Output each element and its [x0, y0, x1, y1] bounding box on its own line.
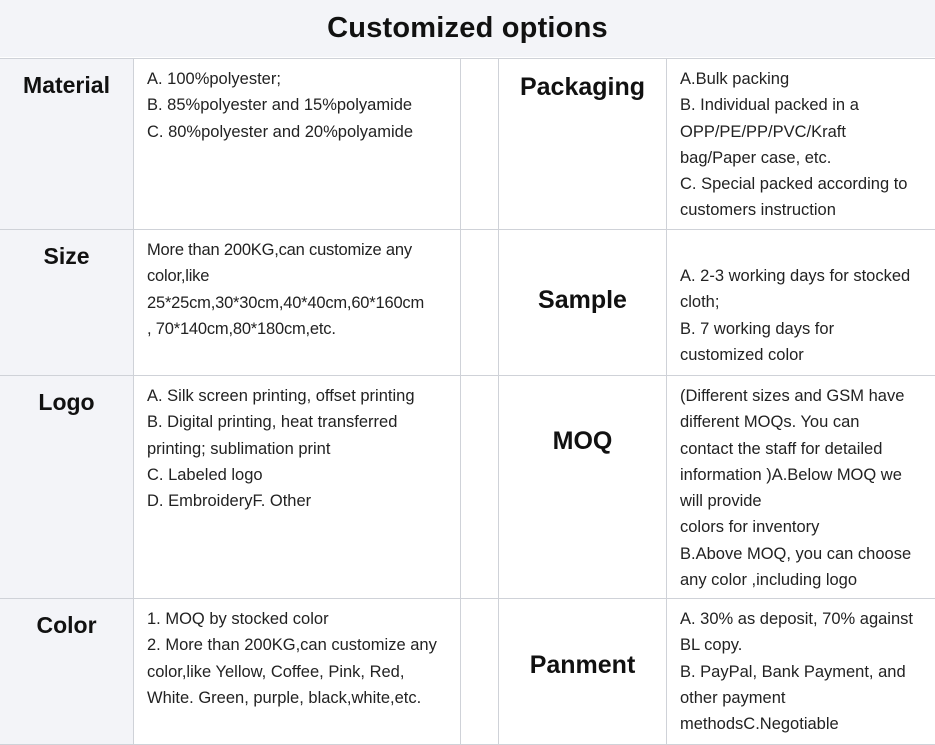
list-item: methodsC.Negotiable: [680, 715, 839, 734]
list-item: customers instruction: [680, 201, 836, 220]
list-item: BL copy.: [680, 636, 743, 655]
list-item: colors for inventory: [680, 518, 820, 537]
list-item: White. Green, purple, black,white,etc.: [147, 688, 422, 707]
list-item: , 70*140cm,80*180cm,etc.: [147, 319, 336, 338]
content-cell: [667, 599, 935, 744]
logo-options: [147, 383, 452, 514]
content-cell: [134, 599, 461, 744]
spacer-cell: [461, 599, 499, 744]
packaging-options: [680, 66, 927, 224]
options-table: [0, 58, 935, 744]
table-row-color: [0, 599, 935, 745]
list-item: information )A.Below MOQ we: [680, 465, 902, 484]
content-cell: [667, 376, 935, 598]
list-item: C. Labeled logo: [147, 465, 263, 484]
list-item: OPP/PE/PP/PVC/Kraft: [680, 122, 846, 141]
page-title: Customized options: [327, 12, 608, 44]
moq-options: [680, 383, 927, 593]
content-cell: [667, 230, 935, 375]
row-label-material: Material: [23, 72, 110, 98]
label-cell: [0, 376, 134, 598]
title-bar: [0, 0, 935, 57]
list-item: different MOQs. You can: [680, 413, 860, 432]
list-item: color,like Yellow, Coffee, Pink, Red,: [147, 662, 405, 681]
list-item: B.Above MOQ, you can choose: [680, 544, 912, 563]
list-item: A. Silk screen printing, offset printing: [147, 387, 415, 405]
row-label-sample: Sample: [538, 286, 627, 314]
content-cell: [667, 59, 935, 229]
label-cell: [499, 599, 667, 744]
row-label-logo: Logo: [38, 389, 95, 415]
list-item: other payment: [680, 688, 786, 707]
list-item: any color ,including logo: [680, 571, 858, 590]
list-item: 1. MOQ by stocked color: [147, 610, 329, 628]
row-label-payment: Panment: [529, 651, 636, 679]
table-row-logo: [0, 376, 935, 599]
row-label-size: Size: [43, 243, 90, 269]
list-item: 2. More than 200KG,can customize any: [147, 636, 437, 655]
label-cell: [0, 599, 134, 744]
list-item: D. EmbroideryF. Other: [147, 492, 312, 511]
list-item: A.Bulk packing: [680, 70, 790, 88]
list-item: will provide: [680, 492, 762, 511]
row-label-moq: MOQ: [552, 427, 613, 455]
row-label-color: Color: [36, 612, 97, 638]
payment-options: [680, 606, 927, 737]
material-options: [147, 66, 452, 145]
list-item: bag/Paper case, etc.: [680, 148, 832, 167]
color-options: [147, 606, 452, 711]
label-cell: [499, 59, 667, 229]
label-cell: [0, 59, 134, 229]
list-item: printing; sublimation print: [147, 439, 331, 458]
list-item: B. PayPal, Bank Payment, and: [680, 662, 906, 681]
list-item: customized color: [680, 345, 804, 364]
label-cell: [499, 230, 667, 375]
list-item: contact the staff for detailed: [680, 439, 883, 458]
label-cell: [499, 376, 667, 598]
spacer-cell: [461, 59, 499, 229]
list-item: A. 100%polyester;: [147, 70, 281, 88]
content-cell: [134, 59, 461, 229]
spacer-cell: [461, 376, 499, 598]
label-cell: [0, 230, 134, 375]
table-row-size: [0, 230, 935, 376]
list-item: B. Digital printing, heat transferred: [147, 413, 398, 432]
list-item: cloth;: [680, 293, 720, 312]
size-options: [147, 237, 452, 342]
list-item: B. 7 working days for: [680, 319, 835, 338]
table-row-material: [0, 59, 935, 230]
list-item: A. 2-3 working days for stocked: [680, 267, 911, 285]
sample-options: [680, 263, 927, 368]
content-cell: [134, 230, 461, 375]
list-item: (Different sizes and GSM have: [680, 387, 905, 405]
list-item: 25*25cm,30*30cm,40*40cm,60*160cm: [147, 293, 425, 312]
list-item: A. 30% as deposit, 70% against: [680, 610, 913, 628]
list-item: C. Special packed according to: [680, 175, 908, 194]
list-item: color,like: [147, 267, 210, 286]
content-cell: [134, 376, 461, 598]
list-item: More than 200KG,can customize any: [147, 241, 412, 259]
list-item: B. Individual packed in a: [680, 96, 859, 115]
spacer-cell: [461, 230, 499, 375]
row-label-packaging: Packaging: [519, 73, 646, 101]
list-item: C. 80%polyester and 20%polyamide: [147, 122, 413, 141]
list-item: B. 85%polyester and 15%polyamide: [147, 96, 413, 115]
